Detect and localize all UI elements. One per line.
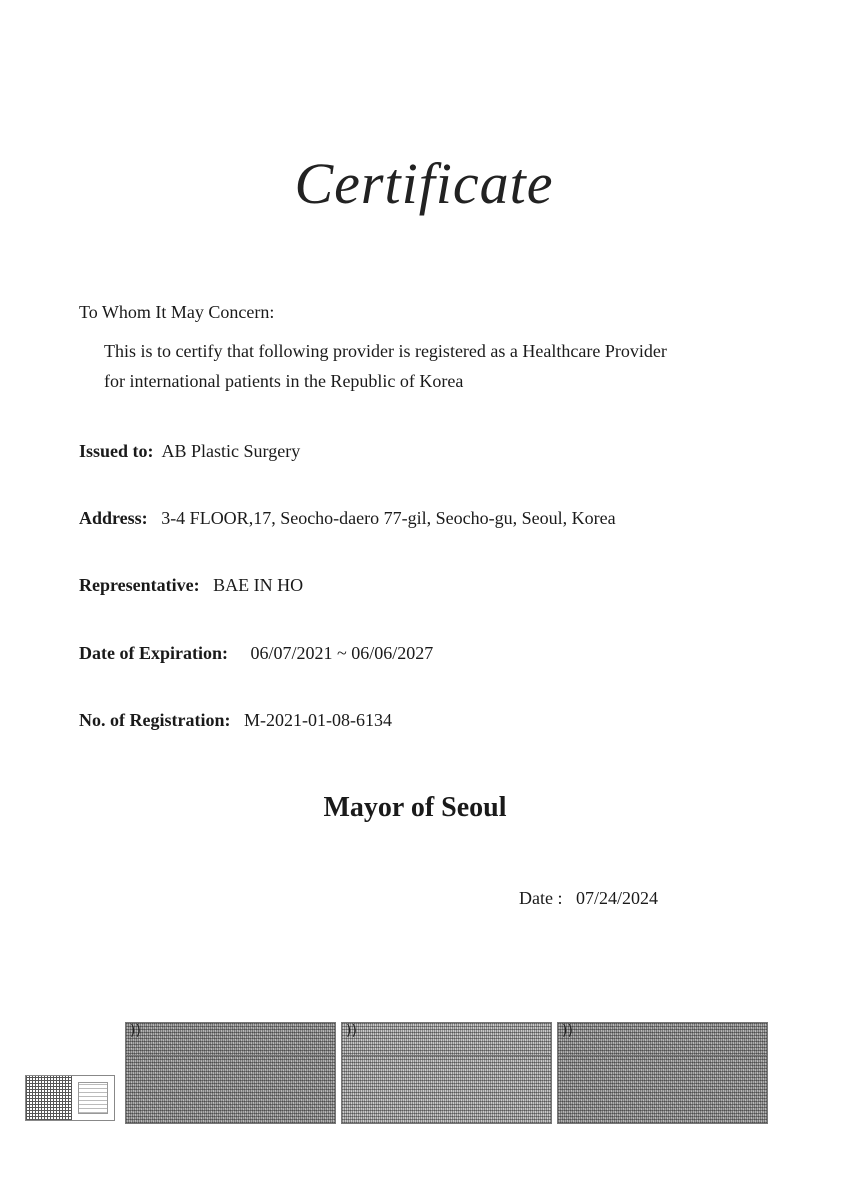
issue-date: [519, 888, 658, 909]
statement-line-1: This is to certify that following provider is registered as a Healthcare Provider: [104, 341, 667, 361]
expiration-field: [79, 643, 433, 664]
security-barcode: [557, 1022, 768, 1124]
expiration-value: 06/07/2021 ~ 06/06/2027: [250, 643, 434, 663]
security-barcode-strip: [125, 1022, 768, 1124]
signal-icon: )): [562, 1023, 573, 1039]
barcode-divider: [558, 1055, 767, 1056]
address-field: [79, 508, 616, 529]
issue-date-value: 07/24/2024: [575, 888, 658, 908]
signal-icon: )): [346, 1023, 357, 1039]
issued-to-label: Issued to:: [79, 441, 154, 461]
issued-to-field: [79, 441, 300, 462]
side-security-code: [25, 1075, 115, 1121]
registration-label: No. of Registration:: [79, 710, 231, 730]
signal-icon: )): [130, 1023, 141, 1039]
representative-field: [79, 575, 303, 596]
barcode-divider: [126, 1055, 335, 1056]
security-grid-pattern: [26, 1076, 72, 1120]
address-value: 3-4 FLOOR,17, Seocho-daero 77-gil, Seocho-gu, Seoul, Korea: [161, 508, 616, 528]
statement-line-2: for international patients in the Republic of Korea: [104, 371, 464, 391]
registration-field: [79, 710, 392, 731]
security-mark: [78, 1082, 108, 1114]
certificate-title: Certificate: [294, 151, 554, 216]
barcode-divider: [342, 1055, 551, 1056]
salutation: To Whom It May Concern:: [79, 302, 275, 322]
security-barcode: [125, 1022, 336, 1124]
issue-date-label: Date :: [519, 888, 563, 908]
representative-value: BAE IN HO: [213, 575, 304, 595]
issued-to-value: AB Plastic Surgery: [161, 441, 301, 461]
issuer-name: Mayor of Seoul: [323, 792, 507, 823]
registration-value: M-2021-01-08-6134: [243, 710, 392, 730]
address-label: Address:: [79, 508, 148, 528]
certification-statement: [104, 336, 804, 396]
security-barcode: [341, 1022, 552, 1124]
representative-label: Representative:: [79, 575, 200, 595]
expiration-label: Date of Expiration:: [79, 643, 228, 663]
